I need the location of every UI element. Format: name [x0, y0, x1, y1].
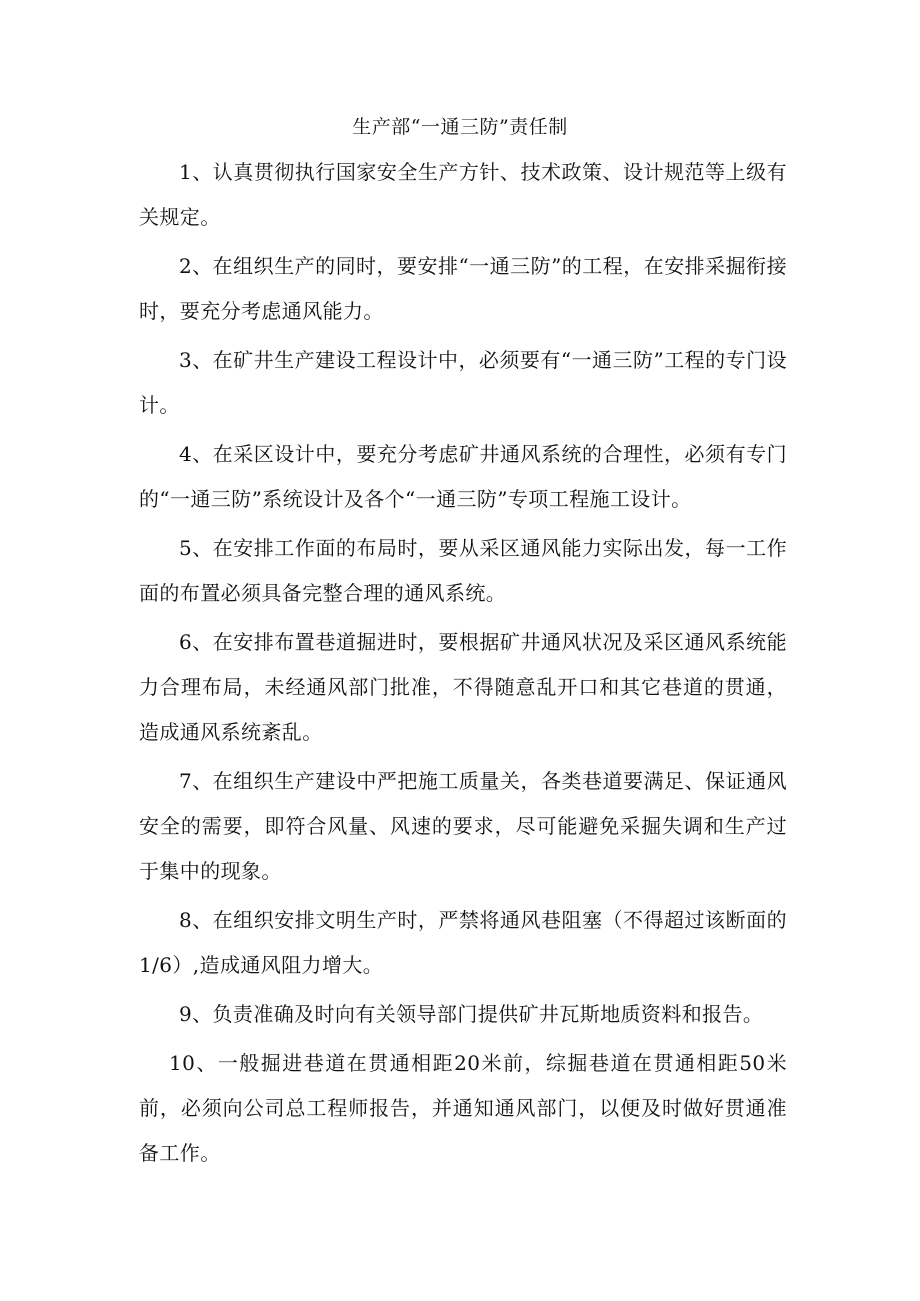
- document-title: 生产部“一通三防”责任制: [352, 116, 568, 138]
- clause-3: 3、在矿井生产建设工程设计中，必须要有“一通三防”工程的专门设计。: [139, 348, 787, 417]
- document-body: [139, 150, 787, 1176]
- clause-10: 10、一般掘进巷道在贯通相距20米前，综掘巷道在贯通相距50米前，必须向公司总工程师报告，并通知通风部门，以便及时做好贯通准备工作。: [139, 1051, 787, 1165]
- clause-7: 7、在组织生产建设中严把施工质量关，各类巷道要满足、保证通风安全的需要，即符合风量、风速的要求，尽可能避免采掘失调和生产过于集中的现象。: [139, 769, 787, 883]
- clause-8: 8、在组织安排文明生产时，严禁将通风巷阻塞（不得超过该断面的1/6）,造成通风阻力增大。: [139, 908, 787, 977]
- clause-2: 2、在组织生产的同时，要安排“一通三防”的工程，在安排采掘衔接时，要充分考虑通风能力。: [139, 254, 787, 323]
- clause-6: 6、在安排布置巷道掘进时，要根据矿井通风状况及采区通风系统能力合理布局，未经通风部门批准，不得随意乱开口和其它巷道的贯通，造成通风系统紊乱。: [139, 630, 787, 744]
- clause-4: 4、在采区设计中，要充分考虑矿井通风系统的合理性，必须有专门的“一通三防”系统设计及各个“一通三防”专项工程施工设计。: [139, 442, 787, 511]
- clause-1: 1、认真贯彻执行国家安全生产方针、技术政策、设计规范等上级有关规定。: [139, 160, 787, 229]
- clause-9: 9、负责准确及时向有关领导部门提供矿井瓦斯地质资料和报告。: [179, 1002, 764, 1026]
- clause-5: 5、在安排工作面的布局时，要从采区通风能力实际出发，每一工作面的布置必须具备完整合理的通风系统。: [139, 536, 787, 605]
